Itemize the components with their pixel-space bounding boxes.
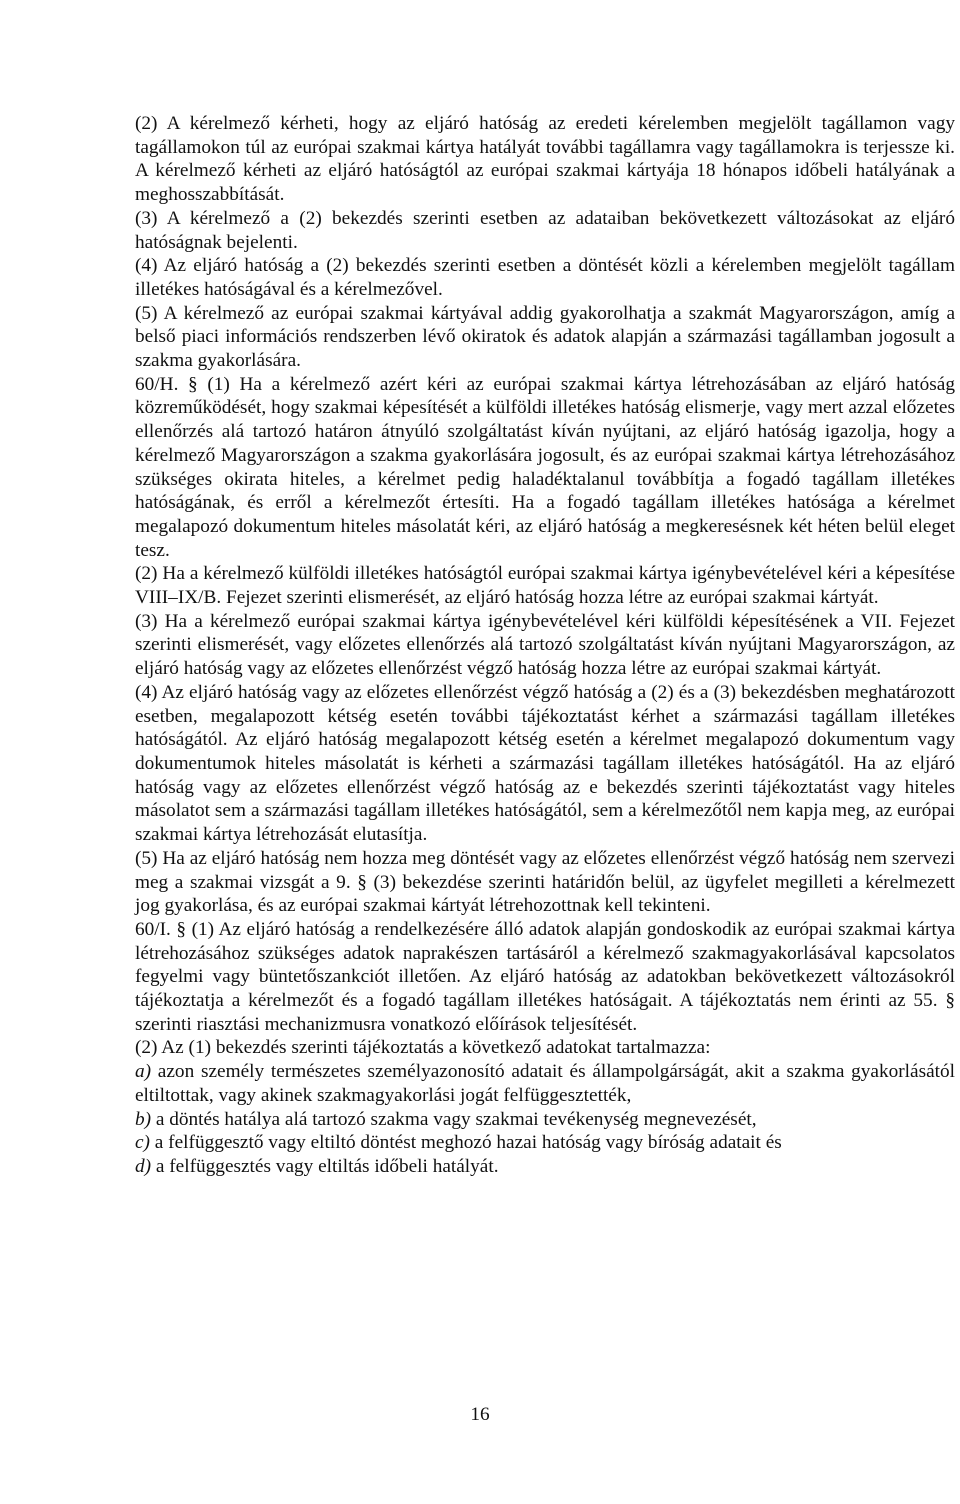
paragraph-60g-5: (5) A kérelmező az európai szakmai kártyával addig gyakorolhatja a szakmát Magyarországon, amíg a belső piaci információs rendszerben lévő okiratok és adatok alapján a származási tagállamban jogosult a szakma gyakorlására. <box>135 302 955 372</box>
list-marker: d) <box>135 1155 152 1177</box>
list-marker: a) <box>135 1061 152 1083</box>
paragraph-60i-2: (2) Az (1) bekezdés szerinti tájékoztatás a következő adatokat tartalmazza: <box>135 1037 711 1059</box>
list-marker: c) <box>135 1132 150 1154</box>
list-item-text: a felfüggesztő vagy eltiltó döntést meghozó hazai hatóság vagy bíróság adatait és <box>149 1132 782 1154</box>
list-item-b <box>135 1108 955 1132</box>
paragraph-60g-2: (2) A kérelmező kérheti, hogy az eljáró hatóság az eredeti kérelemben megjelölt tagállamon vagy tagállamokon túl az európai szakmai kártya hatályát további tagállamra vagy tagállamokra is terjessze ki. A kérelmező kérheti az eljáró hatóságtól az európai szakmai kártyája 18 hónapos időbeli hatályának a meghosszabbítását. <box>135 113 955 206</box>
page-number: 16 <box>470 1404 490 1425</box>
list-item-text: azon személy természetes személyazonosító adatait és állampolgárságát, akit a szakma gyakorlásától eltiltottak, vagy akinek szakmagyakorlási jogát felfüggesztették, <box>135 1061 955 1106</box>
document-body <box>135 112 955 1179</box>
paragraph-60i-1: 60/I. § (1) Az eljáró hatóság a rendelkezésére álló adatok alapján gondoskodik az európai szakmai kártya létrehozásához szükséges adatok naprakészen tartásáról a kérelmező szakmagyakorlásával kapcsolatos fegyelmi vagy büntetőszankciót illetően. Az eljáró hatóság az adatokban bekövetkezett változásokról tájékoztatja a kérelmezőt és a fogadó tagállam illetékes hatóságait. A tájékoztatás nem érinti az 55. § szerinti riasztási mechanizmusra vonatkozó előírások teljesítését. <box>135 918 955 1035</box>
list-item-text: a felfüggesztés vagy eltiltás időbeli hatályát. <box>151 1155 499 1177</box>
list-item-a <box>135 1060 955 1107</box>
paragraph-60g-4: (4) Az eljáró hatóság a (2) bekezdés szerinti esetben a döntését közli a kérelemben megjelölt tagállam illetékes hatóságával és a kérelmezővel. <box>135 255 955 300</box>
paragraph-60h-2: (2) Ha a kérelmező külföldi illetékes hatóságtól európai szakmai kártya igénybevételével kéri a képesítése VIII–IX/B. Fejezet szerinti elismerését, az eljáró hatóság hozza létre az európai szakmai kártyát. <box>135 563 955 609</box>
paragraph-60g-3: (3) A kérelmező a (2) bekezdés szerinti esetben az adataiban bekövetkezett változásokat az eljáró hatóságnak bejelenti. <box>135 207 955 253</box>
list-marker: b) <box>135 1108 152 1130</box>
paragraph-60h-5: (5) Ha az eljáró hatóság nem hozza meg döntését vagy az előzetes ellenőrzést végző hatóság nem szervezi meg a szakmai vizsgát a 9. § (3) bekezdése szerinti határidőn belül, az ügyfelet megilleti a kérelmezett jog gyakorlása, és az európai szakmai kártyát létrehozottnak kell tekinteni. <box>135 847 955 917</box>
list-item-text: a döntés hatálya alá tartozó szakma vagy szakmai tevékenység megnevezését, <box>151 1108 757 1130</box>
paragraph-60h-3: (3) Ha a kérelmező európai szakmai kártya igénybevételével kéri külföldi képesítésének a VII. Fejezet szerinti elismerését, vagy előzetes ellenőrzés alá tartozó szolgáltatást kíván nyújtani Magyarországon, az eljáró hatóság vagy az előzetes ellenőrzést végző hatóság hozza létre az európai szakmai kártyát. <box>135 610 955 680</box>
paragraph-60h-4: (4) Az eljáró hatóság vagy az előzetes ellenőrzést végző hatóság a (2) és a (3) bekezdésben meghatározott esetben, megalapozott kétség esetén további tájékoztatást kérhet a származási tagállam illetékes hatóságától. Az eljáró hatóság megalapozott kétség esetén a kérelmet megalapozó dokumentum vagy dokumentumok hiteles másolatát is kérheti a származási tagállam illetékes hatóságától. Ha az eljáró hatóság vagy az előzetes ellenőrzést végző hatóság az e bekezdés szerinti tájékoztatást vagy hiteles másolatot sem a származási tagállam illetékes hatóságától, sem a kérelmezőtől nem kapja meg, az európai szakmai kártya létrehozását elutasítja. <box>135 681 955 846</box>
list-item-d <box>135 1155 955 1179</box>
list-item-c <box>135 1131 955 1155</box>
paragraph-60h-1: 60/H. § (1) Ha a kérelmező azért kéri az európai szakmai kártya létrehozásában az eljáró hatóság közreműködését, hogy szakmai képesítését a külföldi illetékes hatóság elismerje, vagy mert azzal előzetes ellenőrzés alá tartozó határon átnyúló szolgáltatást kíván nyújtani, az eljáró hatóság igazolja, hogy a kérelmező Magyarországon a szakma gyakorlására jogosult, és az európai szakmai kártya létrehozásához szükséges okirata hiteles, a kérelmet pedig haladéktalanul továbbítja a fogadó tagállam illetékes hatóságának, és erről a kérelmezőt értesíti. Ha a fogadó tagállam illetékes hatósága a kérelmet megalapozó dokumentum hiteles másolatát kéri, az eljáró hatóság a megkeresésnek két héten belül eleget tesz. <box>135 373 955 561</box>
